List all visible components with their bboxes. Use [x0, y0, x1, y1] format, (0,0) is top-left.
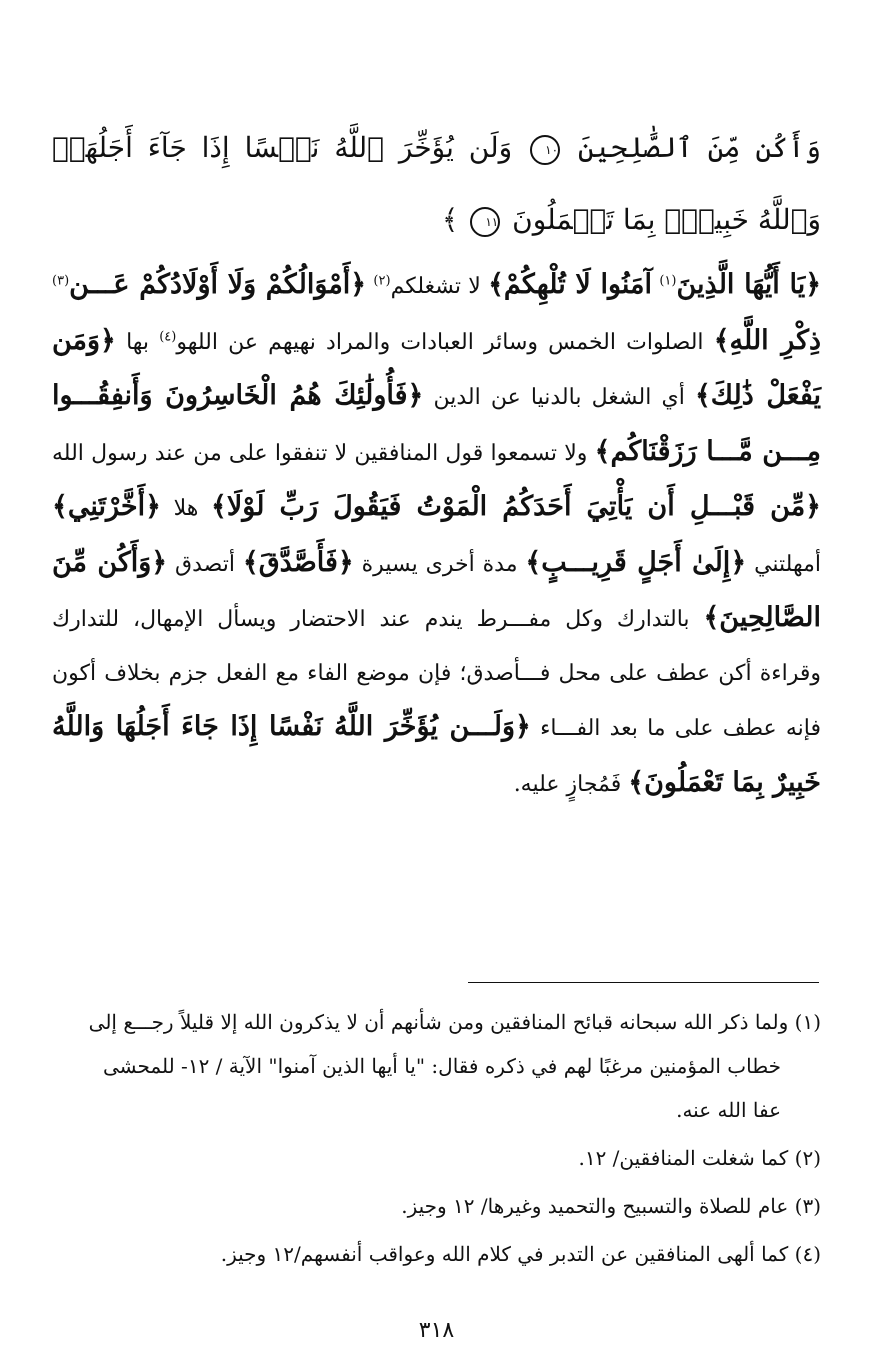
footnote-text: عام للصلاة والتسبيح والتحميد وغيرها/ ١٢ وجيز.	[401, 1194, 789, 1218]
footnote-3	[52, 1184, 821, 1228]
quote: ﴿وَلَـــن يُؤَخِّرَ اللَّهُ نَفْسًا إِذَا جَاءَ أَجَلُهَا وَاللَّهُ خَبِيرٌ بِمَا تَعْمَلُونَ﴾	[52, 711, 821, 798]
quote: آمَنُوا لَا تُلْهِكُمْ﴾	[488, 269, 653, 300]
footnote-2	[52, 1136, 821, 1180]
commentary: ولا تسمعوا قول المنافقين لا تنفقوا على من عند رسول الله	[52, 440, 588, 466]
footnote-text: خطاب المؤمنين مرغبًا لهم في ذكره فقال: "يا أيها الذين آمنوا" الآية / ١٢- للمحشى	[103, 1054, 781, 1078]
footnote-ref: (٤)	[159, 329, 177, 345]
quote: ﴿فَأُولَٰئِكَ هُمُ الْخَاسِرُونَ وَأَنفِقُـــوا مِـــن مَّـــا رَزَقْنَاكُم﴾	[52, 380, 822, 467]
quote: ﴿يَا أَيُّهَا الَّذِينَ	[676, 269, 822, 300]
footnote-number: (١)	[794, 1010, 821, 1034]
footnote-4	[52, 1232, 821, 1276]
commentary: هلا	[173, 496, 199, 521]
footnote-ref: (١)	[659, 273, 677, 289]
closing-bracket: ﴾	[441, 203, 468, 236]
footnote-text: عفا الله عنه.	[676, 1098, 781, 1122]
commentary: أي الشغل بالدنيا عن الدين	[433, 385, 685, 410]
commentary: بها	[126, 329, 150, 355]
footnote-separator	[468, 982, 819, 983]
footnote-ref: (٣)	[52, 273, 70, 289]
footnote-text: كما ألهى المنافقين عن التدبر في كلام الله وعواقب أنفسهم/١٢ وجيز.	[220, 1242, 789, 1266]
ayah-number-11: ١١	[470, 207, 500, 237]
commentary: بالتدارك وكل مفـــرط يندم عند الاحتضار ويسأل الإمهال، للتدارك وقراءة أكن عطف على محل فـــأصدق؛ فإن موضع الفاء مع الفعل جزم بخلاف أكون فإنه عطف على ما بعد الفـــاء	[52, 607, 821, 741]
footnote-1	[52, 1000, 821, 1132]
footnote-number: (٤)	[794, 1242, 821, 1266]
commentary: فَمُجازٍ عليه.	[513, 771, 622, 797]
footnote-number: (٣)	[794, 1194, 821, 1218]
ayah-number-10: ١٠	[530, 135, 560, 165]
verse-text: وَلَن يُؤَخِّرَ ٱللَّهُ نَفۡسًا إِذَا جَآءَ أَجَلُهَاۚ وَٱللَّهُ خَبِيرُۢ بِمَا تَعۡمَلُونَ	[52, 131, 821, 236]
tafsir-paragraph	[52, 258, 821, 811]
footnote-number: (٢)	[794, 1146, 821, 1170]
footnote-ref: (٢)	[373, 273, 391, 289]
footnote-text: كما شغلت المنافقين/ ١٢.	[578, 1146, 789, 1170]
quote: ﴿إِلَىٰ أَجَلٍ قَرِيـــبٍ﴾	[525, 546, 747, 578]
page-number: ٣١٨	[418, 1318, 455, 1343]
commentary: الصلوات الخمس وسائر العبادات والمراد نهيهم عن اللهو	[176, 329, 704, 355]
quote: ذِكْرِ اللَّهِ﴾	[713, 324, 822, 356]
quote: ﴿أَمْوَالُكُمْ وَلَا أَوْلَادُكُمْ عَـــن	[69, 269, 367, 300]
quote: ﴿أَخَّرْتَنِي﴾	[52, 491, 161, 522]
footnote-text: ولما ذكر الله سبحانه قبائح المنافقين ومن شأنهم أن لا يذكرون الله إلا قليلاً رجـــع إلى	[88, 1010, 789, 1034]
commentary: أتصدق	[175, 551, 235, 577]
commentary: مدة أخرى يسيرة	[361, 551, 518, 577]
commentary: أمهلتني	[754, 551, 821, 577]
verse-text: وَأَكُن مِّنَ ٱلصَّٰلِحِينَ	[577, 131, 821, 164]
quote: ﴿مِّن قَبْـــلِ أَن يَأْتِيَ أَحَدَكُمُ الْمَوْتُ فَيَقُولَ رَبِّ لَوْلَا﴾	[211, 491, 821, 522]
quote: ﴿وَمَن يَفْعَلْ ذَٰلِكَ﴾	[52, 324, 821, 411]
footnotes	[52, 1000, 821, 1280]
commentary: لا تشغلكم	[390, 274, 481, 299]
quran-verse-block	[52, 112, 821, 256]
quote: ﴿فَأَصَّدَّقَ﴾	[242, 546, 354, 578]
quote: ﴿وَأَكُن مِّنَ الصَّالِحِينَ﴾	[52, 546, 822, 633]
